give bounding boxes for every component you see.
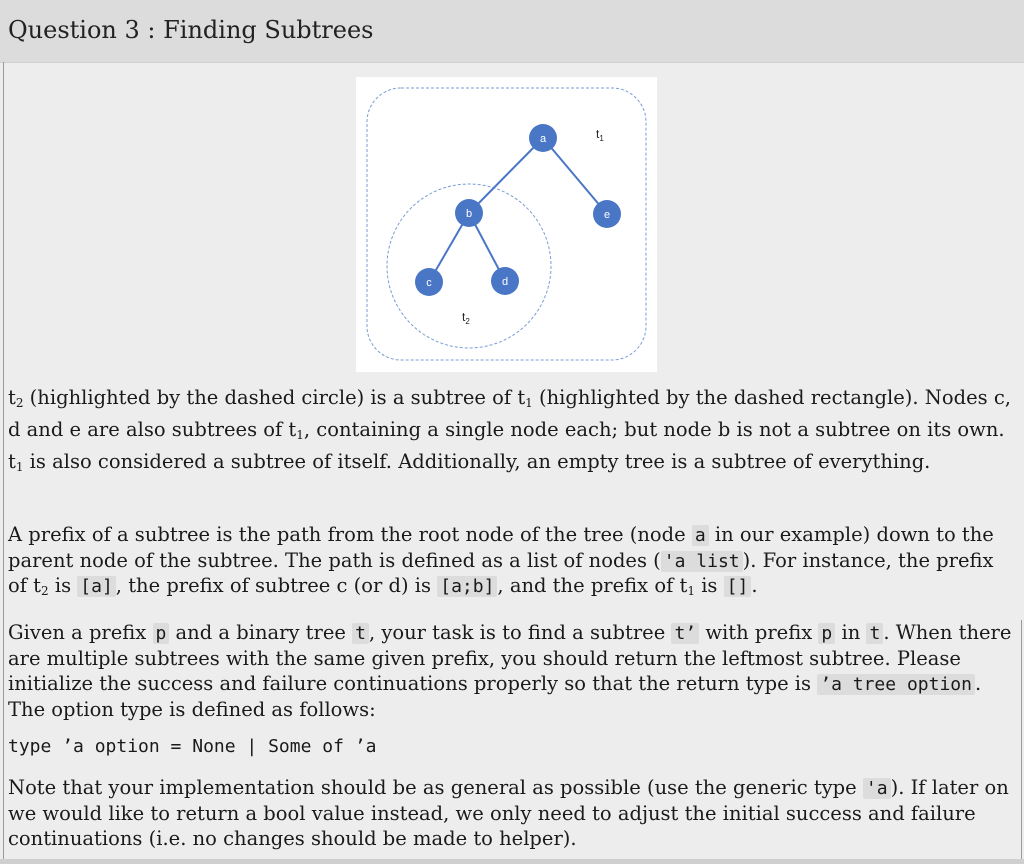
node-a-label: a <box>539 133 547 145</box>
node-e-label: e <box>603 209 611 221</box>
node-c-label: c <box>426 277 432 289</box>
left-border <box>3 62 4 864</box>
option-type-code: type ’a option = None | Some of ’a <box>8 736 377 757</box>
node-c <box>415 268 443 296</box>
inline-code-t: t <box>352 623 369 644</box>
tree-diagram <box>356 77 657 372</box>
svg-text:t1: $t_1$ <box>596 127 604 143</box>
inline-code-prefix-a: [a] <box>77 576 116 597</box>
node-d-label: d <box>501 276 509 288</box>
edge-a-e <box>543 138 607 214</box>
node-b-label: b <box>465 208 473 220</box>
node-d <box>491 267 519 295</box>
t2-label <box>462 310 470 326</box>
node-b <box>455 199 483 227</box>
inline-code-t-prime: t’ <box>671 623 699 644</box>
paragraph-note: Note that your implementation should be as general as possible (use the generic type 'a ). If later on we would like to return a bool value instead, we only need to adjust the initial success and failure continuations (i.e. no changes should be made to helper). <box>8 776 1009 850</box>
paragraph-task-description: Given a prefix p and a binary tree t , your task is to find a subtree t’ with prefix p in t . When there are multiple subtrees with the same given prefix, you should return the leftmost subtree. Please initialize the success and failure continuations properly so that the return type is ’a tree option . The option type is defined as follows: <box>8 621 1012 721</box>
inline-code-p-2: p <box>818 623 835 644</box>
inline-code-empty-list: [] <box>724 576 752 597</box>
node-e <box>593 200 621 228</box>
question-title: Question 3 : Finding Subtrees <box>8 16 374 44</box>
t1-label <box>596 127 604 143</box>
node-a <box>529 124 557 152</box>
question-header <box>0 0 1024 63</box>
paragraph-prefix-definition: A prefix of a subtree is the path from the root node of the tree (node a in our example) down to the parent node of the subtree. The path is defined as a list of nodes ( 'a list ). For instance, the prefix of $t_2$ is [a] , the prefix of subtree c (or d) is [a;b] , and the prefix of $t_1$ is [] . <box>8 523 994 598</box>
inline-code-a-list: 'a list <box>661 551 743 572</box>
inline-code-prefix-ab: [a;b] <box>437 576 497 597</box>
bottom-border <box>0 859 1024 864</box>
right-border <box>1021 620 1022 864</box>
tree-figure <box>356 77 657 372</box>
svg-text:t2: $t_2$ <box>462 310 470 326</box>
inline-code-generic-a: 'a <box>863 778 891 799</box>
inline-code-p: p <box>153 623 170 644</box>
inline-code-tree-option: ’a tree option <box>817 674 975 695</box>
paragraph-subtree-definition: $t_2$ (highlighted by the dashed circle) is a subtree of $t_1$ (highlighted by the dashed rectangle). Nodes c, d and e are also subtrees of $t_1$, containing a single node each; but node b is not a subtree on its own. $t_1$ is also considered a subtree of itself. Additionally, an empty tree is a subtree of everything. <box>8 386 1011 474</box>
edge-a-b <box>469 138 543 213</box>
inline-code-t-2: t <box>866 623 883 644</box>
inline-code-a: a <box>692 525 709 546</box>
